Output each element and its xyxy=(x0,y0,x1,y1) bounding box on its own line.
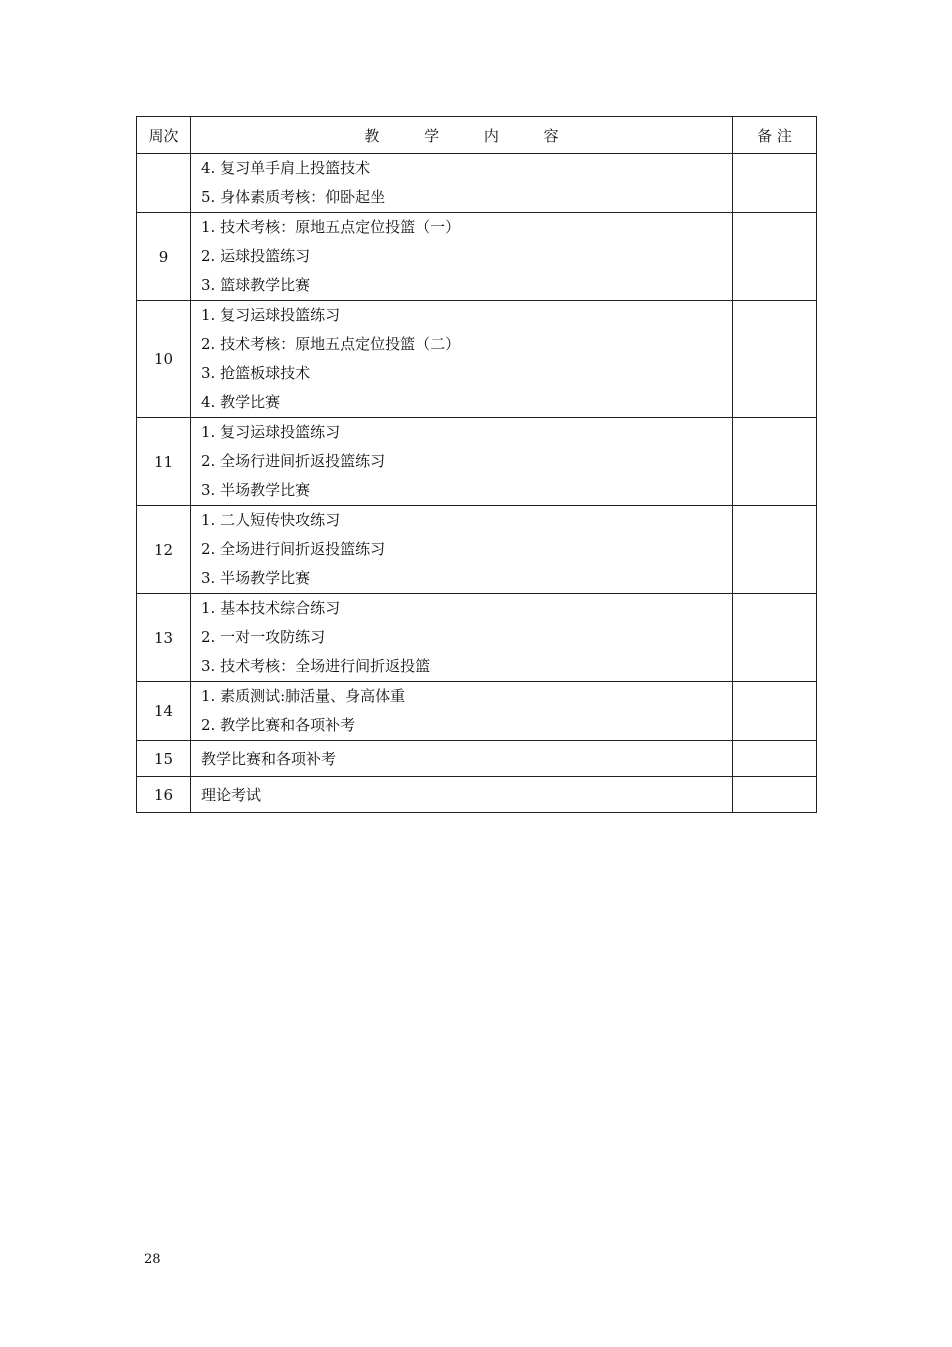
notes-cell xyxy=(733,506,817,594)
content-item: 3. 半场教学比赛 xyxy=(201,481,311,499)
content-cell xyxy=(191,594,733,682)
table-row xyxy=(137,154,817,213)
notes-cell xyxy=(733,301,817,418)
notes-cell xyxy=(733,777,817,813)
header-week: 周次 xyxy=(137,117,191,154)
header-notes: 备 注 xyxy=(733,117,817,154)
content-item: 1. 二人短传快攻练习 xyxy=(201,511,341,529)
content-item: 2. 一对一攻防练习 xyxy=(201,628,326,646)
content-item: 2. 技术考核：原地五点定位投篮（二） xyxy=(201,335,461,353)
content-item: 3. 技术考核：全场进行间折返投篮 xyxy=(201,657,431,675)
content-item: 1. 复习运球投篮练习 xyxy=(201,423,341,441)
content-item: 教学比赛和各项补考 xyxy=(201,750,337,768)
content-cell xyxy=(191,741,733,777)
content-item: 1. 复习运球投篮练习 xyxy=(201,306,341,324)
notes-cell xyxy=(733,418,817,506)
table-row xyxy=(137,777,817,813)
content-item: 1. 技术考核：原地五点定位投篮（一） xyxy=(201,218,461,236)
week-cell: 15 xyxy=(137,741,191,777)
table-row xyxy=(137,213,817,301)
content-item: 4. 教学比赛 xyxy=(201,393,281,411)
week-cell: 12 xyxy=(137,506,191,594)
content-cell xyxy=(191,777,733,813)
week-cell: 13 xyxy=(137,594,191,682)
table-row xyxy=(137,682,817,741)
content-item: 2. 全场行进间折返投篮练习 xyxy=(201,452,386,470)
content-cell xyxy=(191,301,733,418)
content-item: 5. 身体素质考核：仰卧起坐 xyxy=(201,188,386,206)
schedule-table xyxy=(136,116,817,813)
notes-cell xyxy=(733,154,817,213)
header-content: 教 学 内 容 xyxy=(191,117,733,154)
content-item: 1. 素质测试:肺活量、身高体重 xyxy=(201,687,406,705)
content-cell xyxy=(191,154,733,213)
content-item: 3. 篮球教学比赛 xyxy=(201,276,311,294)
week-cell: 14 xyxy=(137,682,191,741)
notes-cell xyxy=(733,741,817,777)
content-item: 理论考试 xyxy=(201,786,262,804)
table-row xyxy=(137,741,817,777)
page-number: 28 xyxy=(144,1252,161,1267)
content-cell xyxy=(191,506,733,594)
content-cell xyxy=(191,213,733,301)
notes-cell xyxy=(733,682,817,741)
content-item: 3. 半场教学比赛 xyxy=(201,569,311,587)
notes-cell xyxy=(733,213,817,301)
content-item: 2. 教学比赛和各项补考 xyxy=(201,716,356,734)
notes-cell xyxy=(733,594,817,682)
content-item: 1. 基本技术综合练习 xyxy=(201,599,341,617)
week-cell: 11 xyxy=(137,418,191,506)
content-item: 2. 全场进行间折返投篮练习 xyxy=(201,540,386,558)
week-cell: 16 xyxy=(137,777,191,813)
content-item: 2. 运球投篮练习 xyxy=(201,247,311,265)
content-cell xyxy=(191,418,733,506)
table-row xyxy=(137,506,817,594)
week-cell xyxy=(137,154,191,213)
table-row xyxy=(137,594,817,682)
table-row xyxy=(137,418,817,506)
header-row xyxy=(137,117,817,154)
week-cell: 10 xyxy=(137,301,191,418)
content-cell xyxy=(191,682,733,741)
week-cell: 9 xyxy=(137,213,191,301)
table-row xyxy=(137,301,817,418)
content-item: 4. 复习单手肩上投篮技术 xyxy=(201,159,371,177)
content-item: 3. 抢篮板球技术 xyxy=(201,364,311,382)
